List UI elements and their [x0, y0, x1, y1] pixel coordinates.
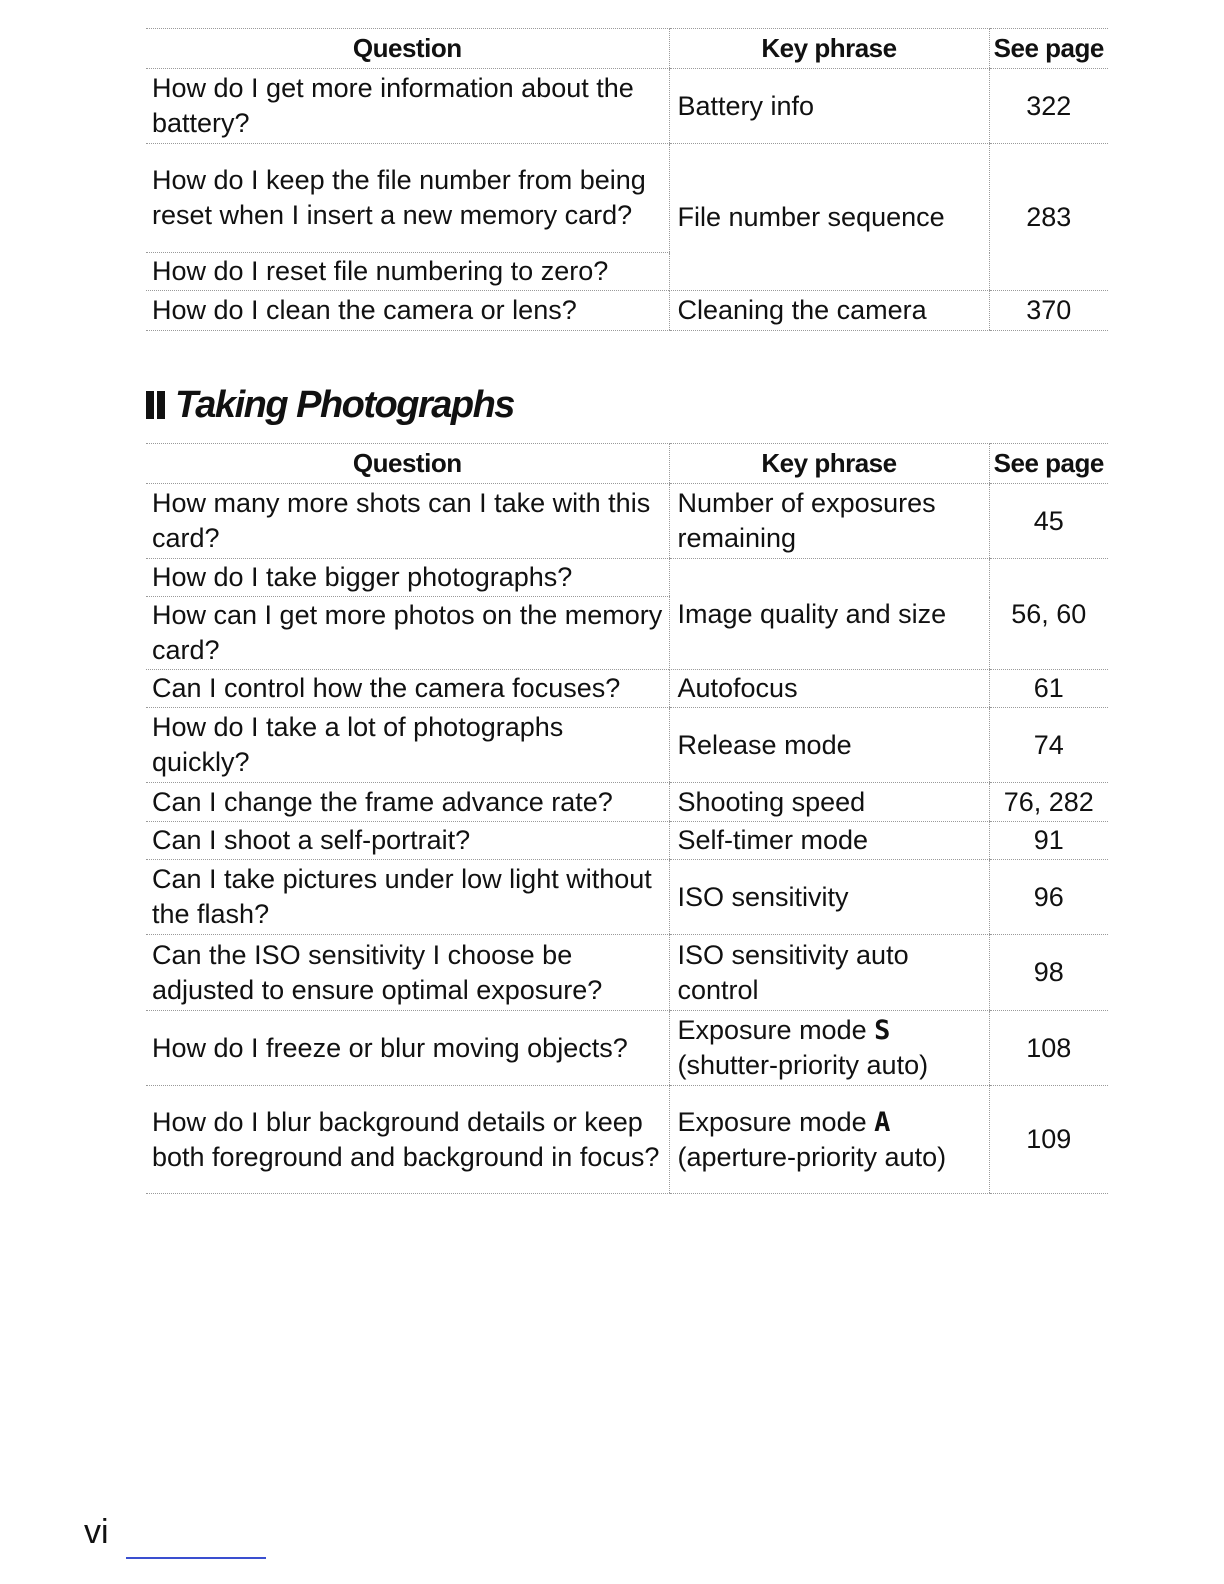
table-row	[146, 69, 1108, 144]
question-cell: How do I take bigger photographs?	[146, 559, 669, 597]
section-heading	[146, 383, 514, 427]
key-phrase-cell: Cleaning the camera	[669, 291, 989, 331]
column-header-key-phrase: Key phrase	[669, 444, 989, 484]
column-header-see-page: See page	[989, 444, 1108, 484]
table-row	[146, 559, 1108, 597]
column-header-question: Question	[146, 29, 669, 69]
question-cell: How many more shots can I take with this card?	[146, 484, 669, 559]
page-ref-cell: 109	[989, 1086, 1108, 1194]
key-phrase-cell: Battery info	[669, 69, 989, 144]
section-title: Taking Photographs	[175, 384, 514, 426]
page-ref-cell: 91	[989, 822, 1108, 860]
key-phrase-cell: Shooting speed	[669, 783, 989, 822]
column-header-question: Question	[146, 444, 669, 484]
shutter-priority-mode-symbol: S	[874, 1015, 891, 1046]
page-ref-cell: 74	[989, 708, 1108, 783]
question-cell: Can I take pictures under low light without the flash?	[146, 860, 669, 935]
reference-table-general	[146, 28, 1108, 331]
key-phrase-cell: File number sequence	[669, 144, 989, 291]
question-cell: Can I control how the camera focuses?	[146, 670, 669, 708]
table-row	[146, 860, 1108, 935]
page-ref-cell: 98	[989, 935, 1108, 1011]
key-phrase-cell: Number of exposures remaining	[669, 484, 989, 559]
aperture-priority-mode-symbol: A	[874, 1106, 891, 1138]
table-row	[146, 935, 1108, 1011]
question-cell: How can I get more photos on the memory card?	[146, 597, 669, 670]
key-phrase-cell	[669, 1086, 989, 1194]
key-phrase-cell: ISO sensitivity	[669, 860, 989, 935]
key-phrase-lead: Exposure mode	[677, 1106, 867, 1137]
question-cell: How do I get more information about the battery?	[146, 69, 669, 144]
key-phrase-cell: Autofocus	[669, 670, 989, 708]
table-row	[146, 484, 1108, 559]
table-row	[146, 144, 1108, 253]
question-cell: How do I reset file numbering to zero?	[146, 253, 669, 291]
table-row	[146, 670, 1108, 708]
page-ref-cell: 283	[989, 144, 1108, 291]
page-ref-cell: 370	[989, 291, 1108, 331]
table-row	[146, 291, 1108, 331]
page-ref-cell: 45	[989, 484, 1108, 559]
page-ref-cell: 108	[989, 1011, 1108, 1086]
table-row	[146, 708, 1108, 783]
key-phrase-lead: Exposure mode	[677, 1015, 867, 1045]
question-cell: Can I shoot a self-portrait?	[146, 822, 669, 860]
key-phrase-tail: (aperture-priority auto)	[677, 1141, 947, 1172]
table-row	[146, 783, 1108, 822]
key-phrase-tail: (shutter-priority auto)	[677, 1050, 929, 1080]
question-cell: Can the ISO sensitivity I choose be adjusted to ensure optimal exposure?	[146, 935, 669, 1011]
question-cell: How do I freeze or blur moving objects?	[146, 1011, 669, 1086]
key-phrase-cell: Image quality and size	[669, 559, 989, 670]
page-ref-cell: 76, 282	[989, 783, 1108, 822]
table-row	[146, 822, 1108, 860]
table-row	[146, 1011, 1108, 1086]
key-phrase-cell: Self-timer mode	[669, 822, 989, 860]
question-cell: Can I change the frame advance rate?	[146, 783, 669, 822]
question-cell: How do I blur background details or keep both foreground and background in focus?	[146, 1086, 669, 1194]
key-phrase-cell	[669, 1011, 989, 1086]
column-header-key-phrase: Key phrase	[669, 29, 989, 69]
page-ref-cell: 96	[989, 860, 1108, 935]
page-footer-rule	[126, 1557, 266, 1559]
page-ref-cell: 61	[989, 670, 1108, 708]
key-phrase-cell: ISO sensitivity auto control	[669, 935, 989, 1011]
page-ref-cell: 322	[989, 69, 1108, 144]
double-bar-marker-icon	[146, 391, 165, 419]
reference-table-taking-photographs	[146, 443, 1108, 1194]
table-row	[146, 1086, 1108, 1194]
column-header-see-page: See page	[989, 29, 1108, 69]
key-phrase-cell: Release mode	[669, 708, 989, 783]
page-ref-cell: 56, 60	[989, 559, 1108, 670]
question-cell: How do I clean the camera or lens?	[146, 291, 669, 331]
question-cell: How do I keep the file number from being reset when I insert a new memory card?	[146, 144, 669, 253]
page-number: vi	[84, 1513, 109, 1551]
question-cell: How do I take a lot of photographs quickly?	[146, 708, 669, 783]
